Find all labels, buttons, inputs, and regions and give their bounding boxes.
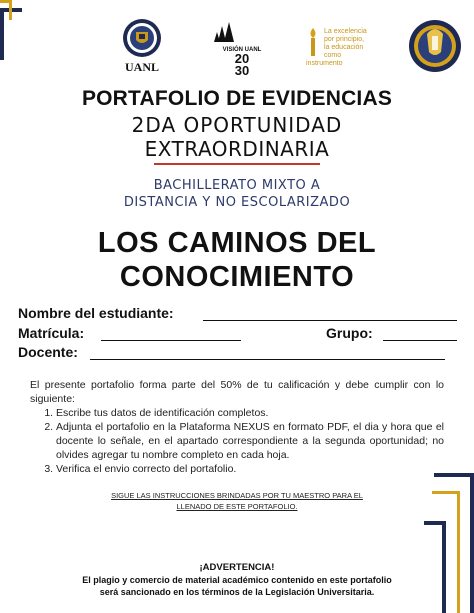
uanl-seal-icon (122, 18, 162, 58)
course-title-line-2: CONOCIMIENTO (119, 261, 355, 293)
student-name-label: Nombre del estudiante: (18, 305, 174, 321)
anniversary-seal-icon (408, 18, 462, 74)
requirement-item: 1. Escribe tus datos de identificación completos. (56, 406, 444, 420)
portfolio-requirements (30, 378, 444, 476)
requirement-item: 2. Adjunta el portafolio en la Plataforma NEXUS en formato PDF, el dia y hora que el docente lo señale, en el apartado correspondiente a la segunda oportunidad; no olvides agregar tu nombre completo en cada hoja. (56, 420, 444, 462)
corner-frame-bottom-right (424, 521, 446, 525)
opportunity-title: 2DA OPORTUNIDAD (131, 113, 343, 137)
program-subtitle (0, 177, 474, 211)
matricula-label: Matrícula: (18, 325, 85, 341)
student-name-field[interactable] (203, 320, 457, 321)
extraordinary-title: EXTRAORDINARIA (144, 137, 330, 161)
instructions-line-2: LLENADO DE ESTE PORTAFOLIO. (176, 502, 298, 511)
uanl-logo-text: UANL (124, 60, 159, 74)
excellence-line-1: La excelencia (324, 28, 367, 35)
excellence-logo (306, 28, 378, 68)
vision-year-bottom: 30 (234, 63, 250, 78)
warning-text (0, 574, 474, 598)
grupo-field[interactable] (383, 340, 457, 341)
subtitle-line-1: BACHILLERATO MIXTO A (153, 178, 321, 193)
vision-2030-logo (210, 20, 274, 77)
logo-bar (0, 14, 474, 84)
docente-label: Docente: (18, 344, 78, 360)
instructions-line-1: SIGUE LAS INSTRUCCIONES BRINDADAS POR TU MAESTRO PARA EL (111, 491, 363, 500)
torch-icon (306, 28, 320, 56)
grupo-label: Grupo: (326, 325, 373, 341)
subtitle-line-2: DISTANCIA Y NO ESCOLARIZADO (123, 195, 351, 210)
uanl-logo (118, 18, 166, 75)
instructions-note (0, 490, 474, 512)
warning-title: ¡ADVERTENCIA! (199, 562, 275, 573)
matricula-field[interactable] (101, 340, 241, 341)
docente-field[interactable] (90, 359, 445, 360)
flame-icon (210, 20, 274, 42)
title-divider (154, 163, 320, 165)
excellence-line-4: como instrumento (306, 52, 343, 67)
vision-year-top: 20 (234, 51, 250, 66)
warning-line-2: será sancionado en los términos de la Legislación Universitaria. (99, 587, 375, 597)
requirements-list (30, 406, 444, 476)
course-title (0, 226, 474, 294)
requirements-intro: El presente portafolio forma parte del 50% de tu calificación y debe cumplir con lo siguiente: (30, 379, 444, 405)
portfolio-title: PORTAFOLIO DE EVIDENCIAS (81, 87, 393, 110)
course-title-line-1: LOS CAMINOS DEL (97, 227, 377, 259)
requirement-item: 3. Verifica el envio correcto del portafolio. (56, 462, 444, 476)
vision-label: VISIÓN UANL (222, 47, 262, 53)
anniversary-logo (408, 18, 462, 79)
excellence-line-3: la educación (324, 44, 364, 51)
excellence-line-2: por principio, (324, 36, 365, 43)
warning-line-1: El plagio y comercio de material académico contenido en este portafolio (82, 575, 392, 585)
